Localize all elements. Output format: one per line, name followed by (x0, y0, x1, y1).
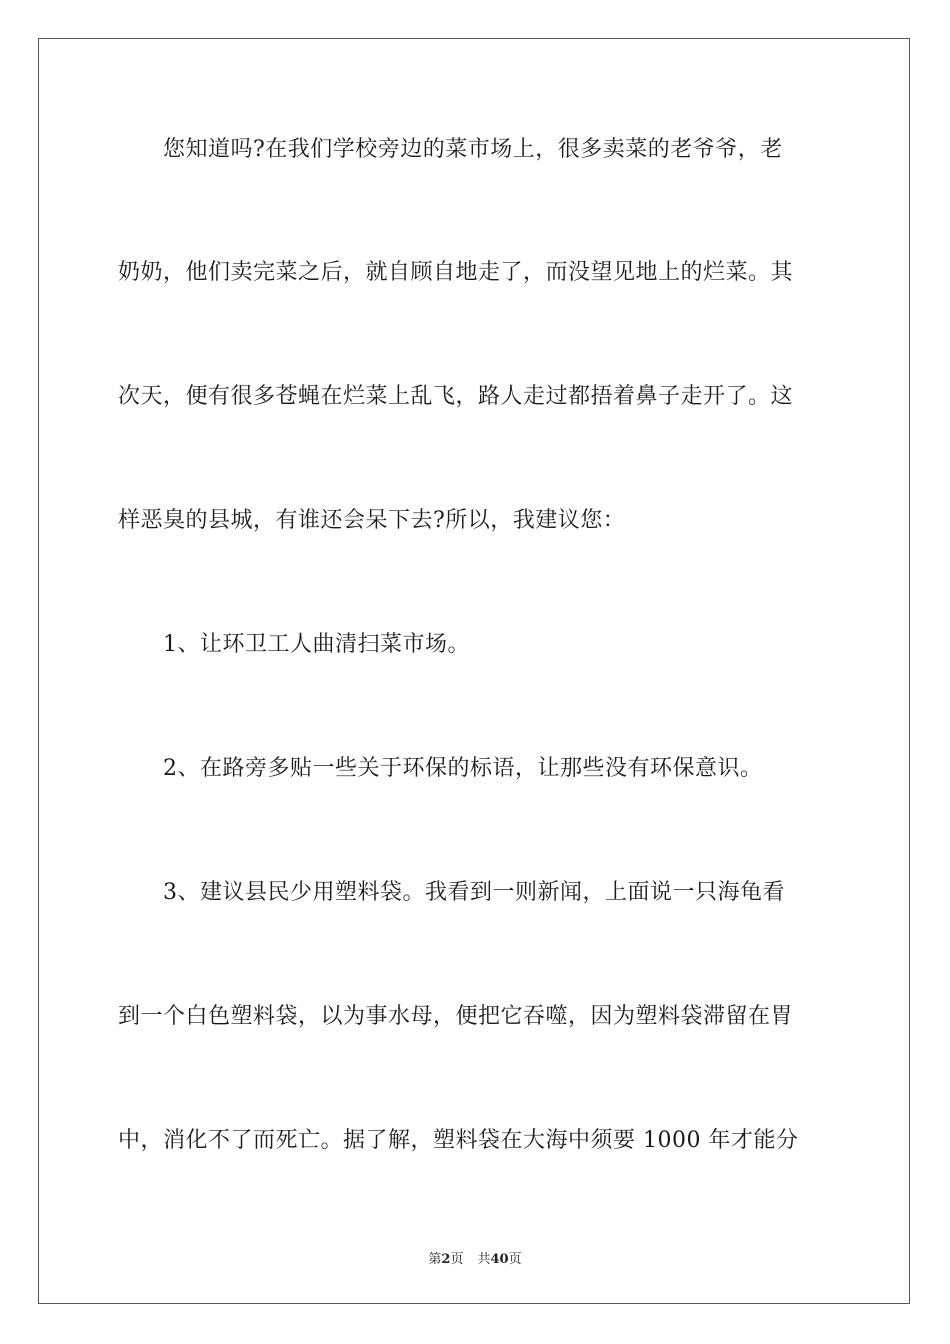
page-number: 2 (441, 1252, 451, 1267)
paragraph-line-2: 奶奶，他们卖完菜之后，就自顾自地走了，而没望见地上的烂菜。其 (118, 260, 794, 285)
list-item-2: 2、在路旁多贴一些关于环保的标语，让那些没有环保意识。 (163, 756, 763, 781)
page-prefix: 第 (428, 1252, 442, 1267)
list-item-1: 1、让环卫工人曲清扫菜市场。 (163, 632, 470, 657)
paragraph-line-1: 您知道吗?在我们学校旁边的菜市场上，很多卖菜的老爷爷，老 (163, 137, 783, 162)
paragraph-line-3: 次天，便有很多苍蝇在烂菜上乱飞，路人走过都捂着鼻子走开了。这 (118, 384, 794, 409)
page-suffix: 页 (450, 1252, 464, 1267)
page-border (38, 38, 910, 1304)
list-item-3-line-1: 3、建议县民少用塑料袋。我看到一则新闻，上面说一只海龟看 (163, 880, 785, 905)
total-pages: 40 (490, 1252, 509, 1267)
page-footer (0, 1248, 950, 1267)
paragraph-line-4: 样恶臭的县城，有谁还会呆下去?所以，我建议您： (118, 508, 626, 533)
list-item-3-line-3: 中，消化不了而死亡。据了解，塑料袋在大海中须要 1000 年才能分 (118, 1128, 799, 1153)
total-prefix: 共 (477, 1252, 491, 1267)
list-item-3-line-2: 到一个白色塑料袋，以为事水母，便把它吞噬，因为塑料袋滞留在胃 (118, 1004, 794, 1029)
total-suffix: 页 (508, 1252, 522, 1267)
